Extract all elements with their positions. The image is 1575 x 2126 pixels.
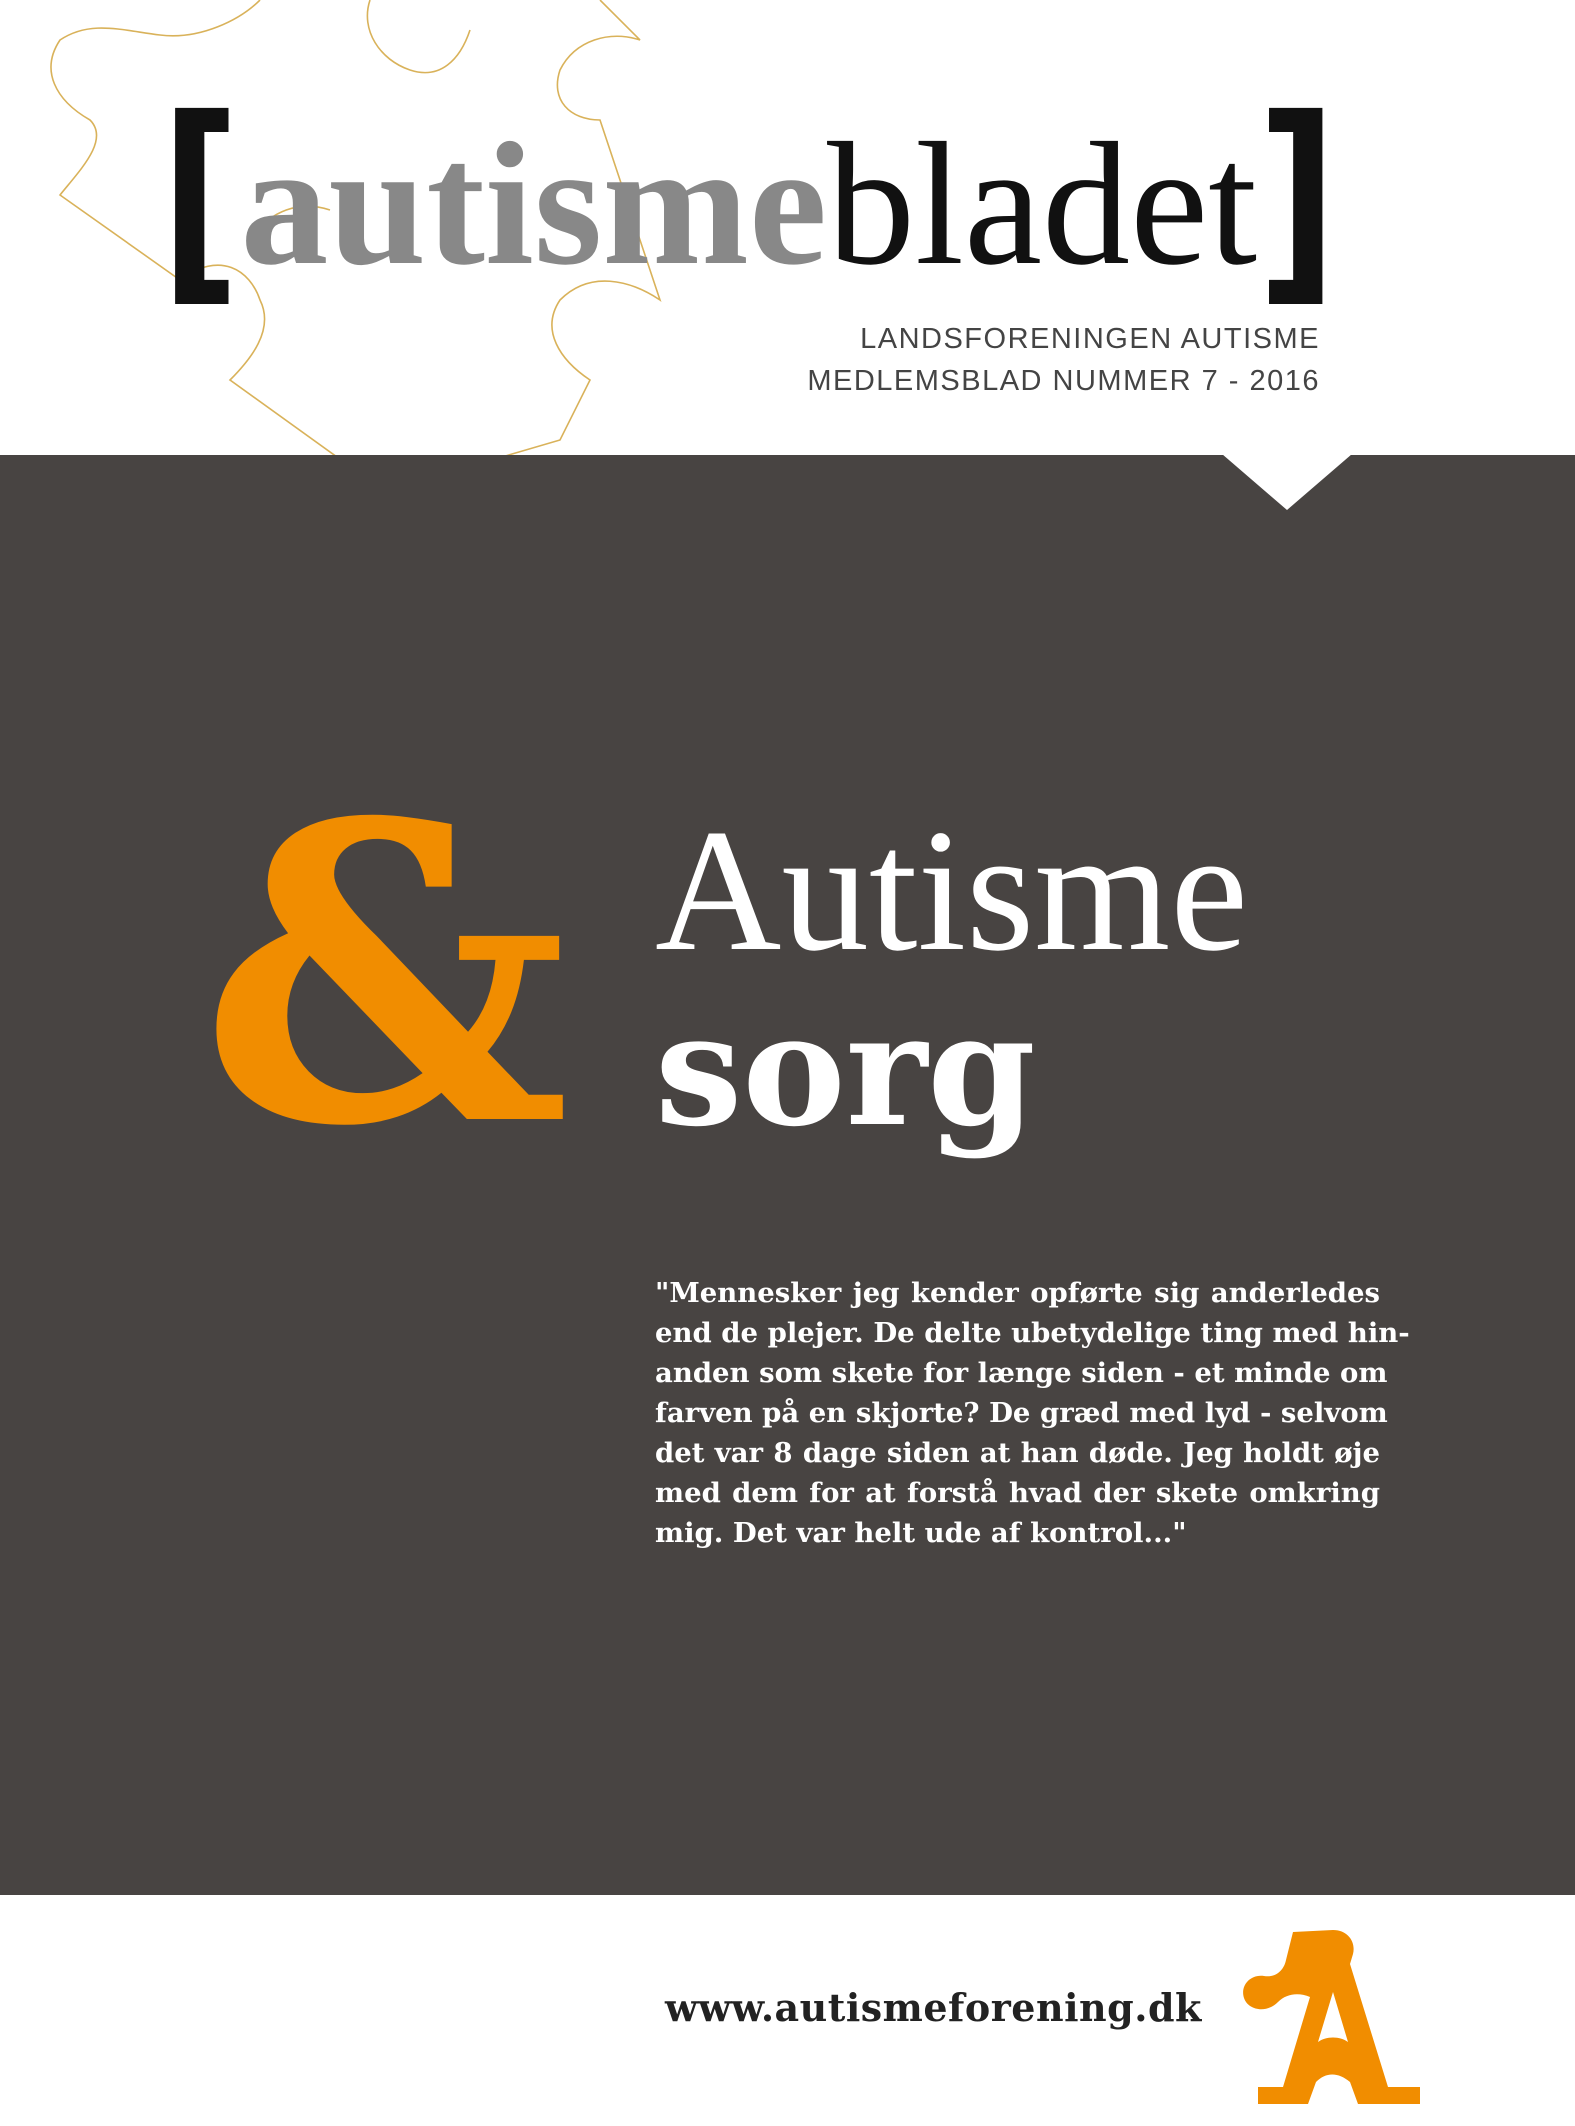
cover-quote bbox=[655, 1273, 1410, 1553]
notch-pointer bbox=[1222, 454, 1352, 510]
quote-line: "Mennesker jeg kender opførte sig anderledes bbox=[655, 1277, 1380, 1309]
ampersand-glyph: & bbox=[200, 734, 571, 1216]
quote-line: mig. Det var helt ude af kontrol..." bbox=[655, 1517, 1187, 1549]
quote-line: farven på en skjorte? De græd med lyd - selvom bbox=[655, 1397, 1388, 1429]
publication-info bbox=[807, 318, 1320, 402]
masthead-bracket-open: [ bbox=[160, 71, 241, 328]
quote-line: anden som skete for længe siden - et minde om bbox=[655, 1357, 1388, 1389]
quote-line: det var 8 dage siden at han døde. Jeg holdt øje bbox=[655, 1437, 1380, 1469]
organization-name: LANDSFORENINGEN AUTISME bbox=[860, 323, 1320, 355]
headline-line-2: sorg bbox=[655, 978, 1036, 1161]
website-link[interactable]: www.autismeforening.dk bbox=[665, 1985, 1202, 2030]
puzzle-piece-a-logo-icon bbox=[1238, 1922, 1428, 2112]
quote-line: end de plejer. De delte ubetydelige ting med hin- bbox=[655, 1317, 1410, 1349]
headline-line-1: Autisme bbox=[655, 793, 1249, 987]
masthead-logo bbox=[160, 71, 1420, 328]
masthead-brand-prefix: autisme bbox=[240, 107, 828, 302]
issue-number: MEDLEMSBLAD NUMMER 7 - 2016 bbox=[807, 365, 1320, 397]
masthead-brand-suffix: bladet bbox=[827, 107, 1258, 302]
quote-line: med dem for at forstå hvad der skete omkring bbox=[655, 1477, 1380, 1509]
masthead-bracket-close: ] bbox=[1257, 71, 1338, 328]
